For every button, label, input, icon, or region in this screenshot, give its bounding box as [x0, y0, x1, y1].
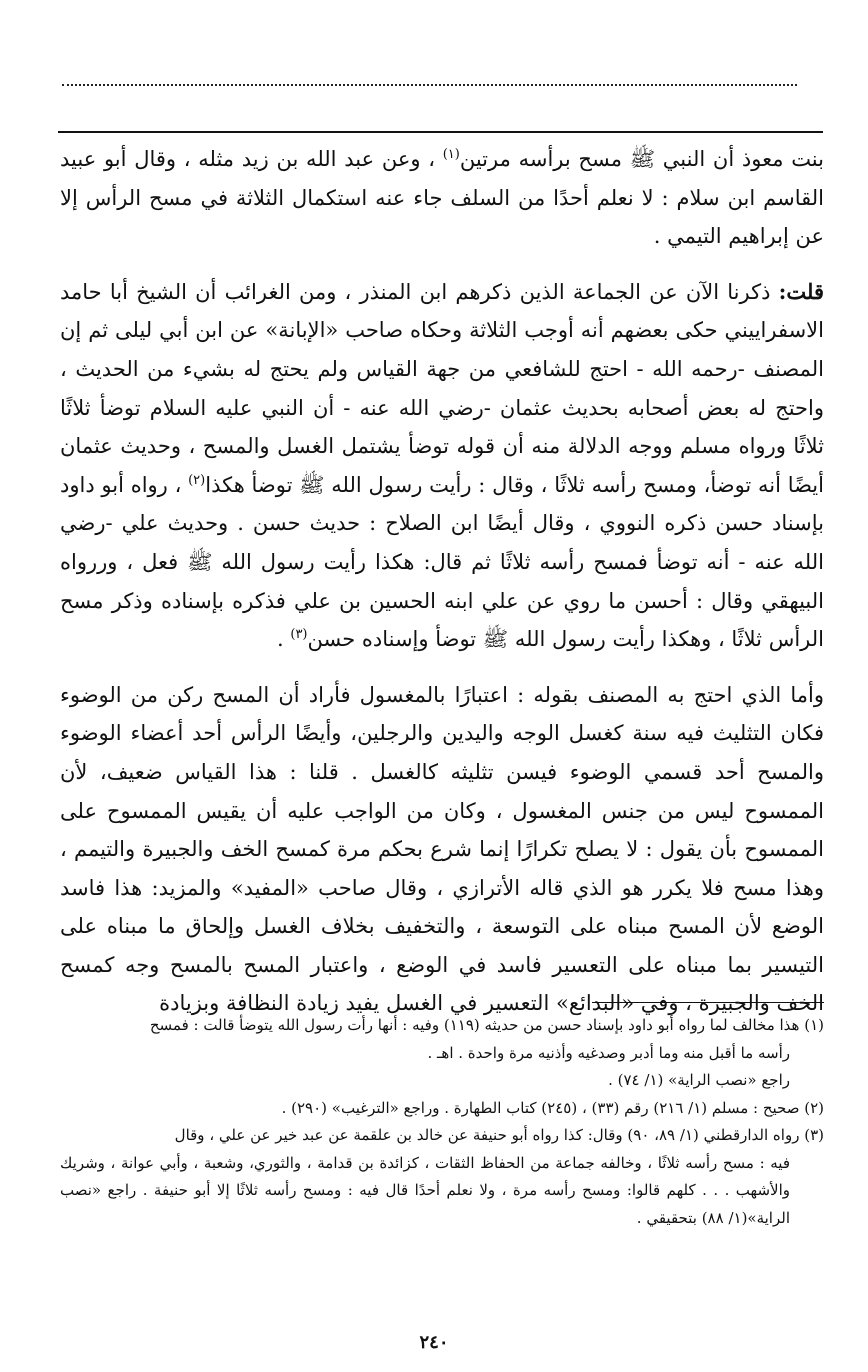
footnote-3-line-2: فيه : مسح رأسه ثلاثًا ، وخالفه جماعة من الحفاظ الثقات ، كزائدة بن قدامة ، والثوري، وشعبة ، وأبي عوانة ، وشريك والأشهب . . . كلهم قالوا: ومسح رأسه مرة ، ولا نعلم أحدًا قال فيه : ومسح رأسه ثلاثًا إلا أبو حنيفة . راجع «نصب الراية»(١/ ٨٨) بتحقيقي . — [60, 1153, 790, 1227]
paragraph-3: وأما الذي احتج به المصنف بقوله : اعتبارًا بالمغسول فأراد أن المسح ركن من الوضوء فكان التثليث فيه سنة كغسل الوجه واليدين والرجلين، وأيضًا الرأس أحد أعضاء الوضوء والمسح أحد قسمي الوضوء فيسن تثليثه كالغسل . قلنا : هذا القياس ضعيف، لأن الممسوح ليس من جنس المغسول ، وكان من الواجب عليه أن يقيس الممسوح على الممسوح بأن يقول : لا يصلح تكرارًا إنما شرع بحكم مرة كمسح الخف والجبيرة والتيمم ، وهذا مسح فلا يكرر هو الذي قاله الأترازي ، وقال صاحب «المفيد» والمزيد: هذا فاسد الوضع لأن المسح مبناه على التوسعة ، والتخفيف بخلاف الغسل وإلحاق ما مبناه على التيسير بما مبناه على التعسير فاسد في الوضع ، واعتبار المسح بالمسح وجه كمسح الخف والجبيرة ، وفي «البدائع» التعسير في الغسل يفيد زيادة النظافة وبزيادة — [60, 682, 824, 1016]
footnote-2: (٢) صحيح : مسلم (١/ ٢١٦) رقم (٣٣) ، (٢٤٥) كتاب الطهارة . وراجع «الترغيب» (٢٩٠) . — [281, 1098, 824, 1117]
footnote-ref-1: (١) — [442, 147, 460, 162]
header-dotted-line — [62, 84, 797, 88]
footnote-1-line-3: راجع «نصب الراية» (١/ ٧٤) . — [608, 1071, 790, 1089]
footnote-1-line-1: (١) هذا مخالف لما رواه أبو داود بإسناد حسن من حديثه (١١٩) وفيه : أنها رأت رسول الله يتوضأ قالت : فمسح — [149, 1016, 824, 1034]
paragraph-2-text-c: . — [277, 627, 291, 652]
paragraph-1-text-b: ، وعن عبد الله بن زيد مثله ، وقال أبو عبيد القاسم ابن سلام : لا نعلم أحدًا من السلف جاء عنه استكمال الثلاثة في مسح الرأس إلا عن إبراهيم التيمي . — [60, 147, 824, 249]
paragraph-1-text-a: بنت معوذ أن النبي ﷺ مسح برأسه مرتين — [459, 147, 824, 171]
footnote-separator — [592, 1002, 824, 1003]
paragraph-1 — [60, 140, 824, 256]
footnote-ref-2: (٢) — [188, 472, 206, 488]
main-text — [60, 140, 824, 1023]
page-number: ٢٤٠ — [419, 1332, 449, 1353]
footnote-1-line-2: رأسه ما أقبل منه وما أدبر وصدغيه وأذنيه مرة واحدة . اهـ . — [427, 1043, 790, 1062]
header-rule — [58, 131, 823, 133]
paragraph-2-lead: قلت: — [778, 278, 824, 304]
paragraph-2 — [60, 273, 824, 659]
paragraph-2-text-a: ذكرنا الآن عن الجماعة الذين ذكرهم ابن المنذر ، ومن الغرائب أن الشيخ أبا حامد الاسفراييني حكى بعضهم أنه أوجب الثلاثة وحكاه صاحب «الإبانة» عن ابن أبي ليلى ثم إن المصنف -رحمه الله - احتج للشافعي من جهة القياس ولم يحتج له بشيء من الحديث ، واحتج له بعض أصحابه بحديث عثمان -رضي الله عنه - أن النبي عليه السلام توضأ ثلاثًا ثلاثًا ورواه مسلم ووجه الدلالة منه أن قوله توضأ يشتمل الغسل والمسح ، وحديث عثمان أيضًا أنه توضأ، ومسح رأسه ثلاثًا ، وقال : رأيت رسول الله ﷺ توضأ هكذا — [60, 279, 824, 497]
footnote-ref-3: (٣) — [290, 627, 308, 643]
footnote-3-line-1: (٣) رواه الدارقطني (١/ ٨٩، ٩٠) وقال: كذا رواه أبو حنيفة عن خالد بن علقمة عن عبد خير عن علي ، وقال — [174, 1126, 824, 1144]
paragraph-2-text-b: ، رواه أبو داود بإسناد حسن ذكره النووي ، وقال أيضًا ابن الصلاح : حديث حسن . وحديث علي -رضي الله عنه - أنه توضأ فمسح رأسه ثلاثًا ثم قال: هكذا رأيت رسول الله ﷺ فعل ، وررواه البيهقي وقال : أحسن ما روي عن علي ابنه الحسين بن علي فذكره بإسناده وذكر مسح الرأس ثلاثًا ، وهكذا رأيت رسول الله ﷺ توضأ وإسناده حسن — [60, 472, 824, 652]
footnotes — [60, 1012, 824, 1232]
